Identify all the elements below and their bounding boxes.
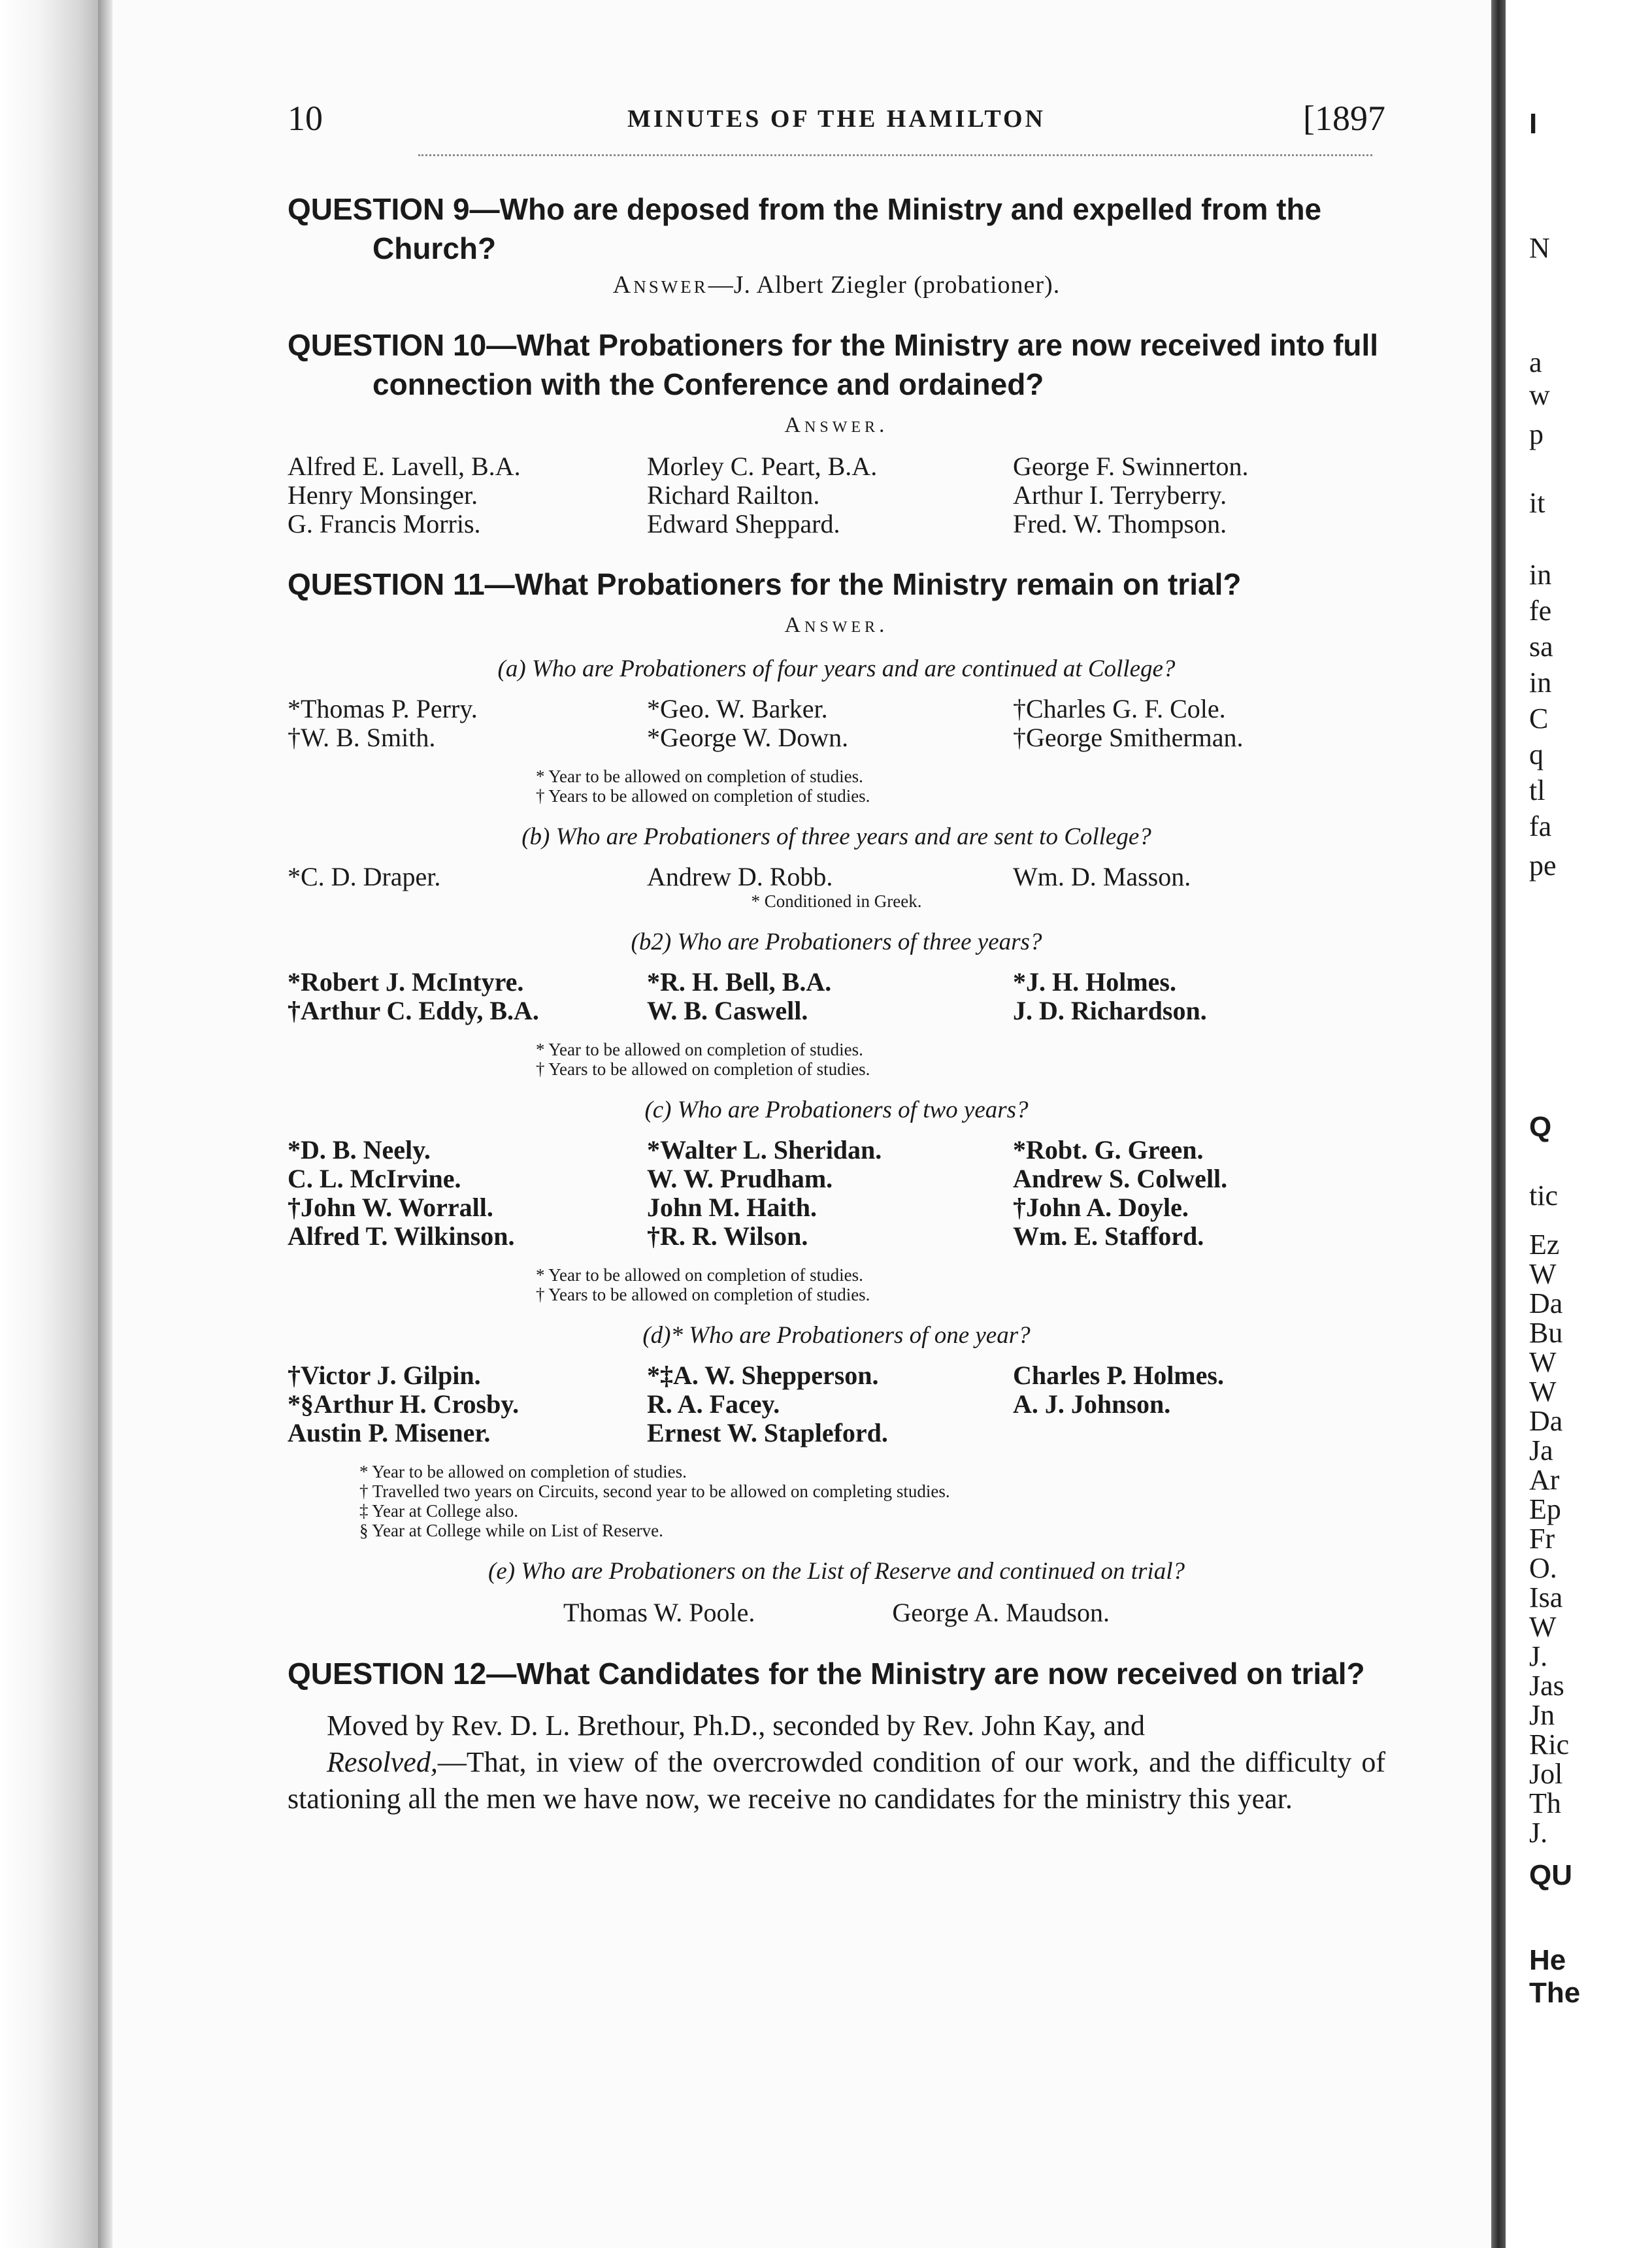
subsection-heading-d: (d)* Who are Probationers of one year? <box>642 1322 1031 1349</box>
next-page-text: in <box>1529 667 1552 699</box>
next-page-text: J. <box>1529 1640 1548 1672</box>
next-page-text: fa <box>1529 810 1552 842</box>
header-rule <box>418 154 1372 156</box>
next-page-text: Jn <box>1529 1699 1555 1731</box>
name-entry: C. L. McIrvine. <box>288 1164 461 1193</box>
resolution-text: —That, in view of the overcrowded condition of our work, and the difficulty of stationing all the men we have now, we receive no candidates for the ministry this year. <box>288 1746 1385 1815</box>
name-entry: J. D. Richardson. <box>1013 996 1207 1025</box>
answer-label: Answer <box>612 271 708 299</box>
next-page-text: N <box>1529 232 1550 264</box>
name-entry: Alfred T. Wilkinson. <box>288 1221 515 1251</box>
next-page-text: Ar <box>1529 1464 1560 1496</box>
name-entry: †Victor J. Gilpin. <box>288 1361 481 1390</box>
name-entry: George F. Swinnerton. <box>1013 452 1249 481</box>
name-entry: Fred. W. Thompson. <box>1013 509 1227 538</box>
footnote: * Year to be allowed on completion of studies. <box>536 1040 863 1059</box>
answer-heading: Answer. <box>784 413 889 437</box>
next-page-text: Jas <box>1529 1670 1564 1702</box>
name-entry: Morley C. Peart, B.A. <box>647 452 878 481</box>
name-entry: *Thomas P. Perry. <box>288 694 478 723</box>
name-entry: *Geo. W. Barker. <box>647 694 828 723</box>
name-entry: †John W. Worrall. <box>288 1193 493 1222</box>
name-entry: John M. Haith. <box>647 1193 818 1222</box>
name-entry: †R. R. Wilson. <box>647 1221 808 1251</box>
next-page-text: it <box>1529 487 1545 519</box>
name-entry: †W. B. Smith. <box>288 723 436 752</box>
motion-text: Moved by Rev. D. L. Brethour, Ph.D., seconded by Rev. John Kay, and <box>327 1710 1146 1742</box>
name-entry: Richard Railton. <box>647 480 820 510</box>
footnote: † Travelled two years on Circuits, second year to be allowed on completing studies. <box>359 1481 950 1501</box>
running-title: MINUTES OF THE HAMILTON <box>627 105 1046 133</box>
next-page-text: W <box>1529 1611 1557 1643</box>
next-page-text: w <box>1529 379 1550 411</box>
next-page-text: W <box>1529 1258 1557 1290</box>
name-grid <box>288 1136 1385 1251</box>
name-entry: Henry Monsinger. <box>288 480 478 510</box>
name-entry: G. Francis Morris. <box>288 509 481 538</box>
name-grid <box>288 968 1385 1025</box>
next-page-text: QU <box>1529 1859 1572 1891</box>
name-entry: W. W. Prudham. <box>647 1164 833 1193</box>
name-entry: Thomas W. Poole. <box>563 1598 755 1627</box>
subsection-heading-b: (b) Who are Probationers of three years and are sent to College? <box>521 823 1151 850</box>
header-year: [1897 <box>1303 99 1385 138</box>
name-entry: †George Smitherman. <box>1013 723 1244 752</box>
name-entry: *C. D. Draper. <box>288 862 441 891</box>
name-entry: †Arthur C. Eddy, B.A. <box>288 996 539 1025</box>
next-page-text: Jol <box>1529 1758 1563 1790</box>
next-page-text: Ez <box>1529 1229 1560 1261</box>
resolution-paragraph <box>288 1744 1385 1817</box>
name-entry: Wm. E. Stafford. <box>1013 1221 1204 1251</box>
name-entry: *George W. Down. <box>647 723 849 752</box>
footnote: † Years to be allowed on completion of studies. <box>536 786 870 806</box>
next-page-text: Th <box>1529 1787 1561 1819</box>
name-entry: Edward Sheppard. <box>647 509 840 538</box>
next-page-text: Ep <box>1529 1493 1561 1525</box>
name-grid <box>288 863 1385 891</box>
footnotes <box>288 1040 1385 1079</box>
name-entry: *R. H. Bell, B.A. <box>647 967 832 997</box>
subsection-heading-b2: (b2) Who are Probationers of three years? <box>631 929 1042 955</box>
question-10: QUESTION 10—What Probationers for the Ministry are now received into full connection with the Conference and ordained? <box>288 328 1379 401</box>
name-grid <box>288 452 1385 538</box>
answer-text: —J. Albert Ziegler (probationer). <box>708 271 1061 299</box>
footnotes <box>288 1462 1385 1540</box>
name-entry: Wm. D. Masson. <box>1013 862 1191 891</box>
footnote: ‡ Year at College also. <box>359 1501 518 1521</box>
answer-heading: Answer. <box>784 613 889 637</box>
page-number: 10 <box>288 99 323 138</box>
footnotes <box>288 891 1385 911</box>
name-entry: *J. H. Holmes. <box>1013 967 1176 997</box>
name-entry: *Robert J. McIntyre. <box>288 967 524 997</box>
next-page-text: Q <box>1529 1111 1552 1143</box>
footnote: * Conditioned in Greek. <box>751 891 922 911</box>
next-page-text: Da <box>1529 1287 1563 1319</box>
next-page-text: The <box>1529 1977 1581 2009</box>
name-entry: A. J. Johnson. <box>1013 1389 1171 1419</box>
next-page-text: C <box>1529 702 1549 735</box>
reserve-names <box>288 1597 1385 1628</box>
next-page-text: Isa <box>1529 1581 1563 1613</box>
name-entry: †Charles G. F. Cole. <box>1013 694 1226 723</box>
footnote: * Year to be allowed on completion of studies. <box>536 767 863 786</box>
motion-paragraph <box>288 1708 1385 1744</box>
name-entry: R. A. Facey. <box>647 1389 780 1419</box>
footnote: § Year at College while on List of Reserve. <box>359 1521 663 1540</box>
footnotes <box>288 767 1385 806</box>
next-page-text: W <box>1529 1376 1557 1408</box>
question-11: QUESTION 11—What Probationers for the Ministry remain on trial? <box>288 567 1242 601</box>
next-page-text: p <box>1529 418 1544 450</box>
name-entry: Andrew S. Colwell. <box>1013 1164 1228 1193</box>
question-9-answer <box>288 271 1385 299</box>
next-page-text: q <box>1529 738 1544 770</box>
name-entry: Andrew D. Robb. <box>647 862 833 891</box>
next-page-text: Ja <box>1529 1434 1553 1466</box>
subsection-heading-a: (a) Who are Probationers of four years and are continued at College? <box>497 655 1176 682</box>
footnotes <box>288 1265 1385 1304</box>
name-entry: *Robt. G. Green. <box>1013 1135 1204 1165</box>
name-entry: †John A. Doyle. <box>1013 1193 1189 1222</box>
subsection-heading-e: (e) Who are Probationers on the List of Reserve and continued on trial? <box>488 1558 1185 1585</box>
next-page-text: Fr <box>1529 1523 1555 1555</box>
name-entry: Charles P. Holmes. <box>1013 1361 1224 1390</box>
name-entry: *§Arthur H. Crosby. <box>288 1389 520 1419</box>
scanner-left-margin <box>0 0 98 2248</box>
name-entry: Austin P. Misener. <box>288 1418 491 1447</box>
name-entry <box>1013 1419 1385 1447</box>
next-page-text: tic <box>1529 1180 1558 1212</box>
book-gutter <box>1491 0 1506 2248</box>
next-page-text: tl <box>1529 774 1545 806</box>
name-grid <box>288 1361 1385 1447</box>
next-page-text: W <box>1529 1346 1557 1378</box>
subsection-heading-c: (c) Who are Probationers of two years? <box>644 1097 1029 1123</box>
next-page-text: O. <box>1529 1552 1557 1584</box>
page-content <box>288 190 1385 1817</box>
next-page-fragment <box>1506 0 1652 2248</box>
next-page-text: fe <box>1529 595 1552 627</box>
next-page-text: pe <box>1529 850 1557 882</box>
name-entry: Arthur I. Terryberry. <box>1013 480 1227 510</box>
page-left-edge <box>98 0 112 2248</box>
next-page-text: Bu <box>1529 1317 1563 1349</box>
name-entry: *D. B. Neely. <box>288 1135 431 1165</box>
footnote: † Years to be allowed on completion of studies. <box>536 1059 870 1079</box>
footnote: * Year to be allowed on completion of studies. <box>536 1265 863 1285</box>
footnote: † Years to be allowed on completion of studies. <box>536 1285 870 1304</box>
next-page-text: sa <box>1529 631 1553 663</box>
next-page-text: a <box>1529 346 1542 378</box>
resolved-label: Resolved, <box>327 1746 438 1778</box>
next-page-text: in <box>1529 559 1552 591</box>
footnote: * Year to be allowed on completion of studies. <box>359 1462 687 1481</box>
name-entry: W. B. Caswell. <box>647 996 808 1025</box>
next-page-text: J. <box>1529 1817 1548 1849</box>
name-entry: Ernest W. Stapleford. <box>647 1418 888 1447</box>
name-entry: Alfred E. Lavell, B.A. <box>288 452 521 481</box>
question-9: QUESTION 9—Who are deposed from the Ministry and expelled from the Church? <box>288 192 1322 265</box>
running-header <box>288 98 1385 150</box>
next-page-text: Ric <box>1529 1728 1570 1760</box>
next-page-text: Da <box>1529 1405 1563 1437</box>
name-entry: *‡A. W. Shepperson. <box>647 1361 879 1390</box>
name-entry: George A. Maudson. <box>892 1598 1110 1627</box>
name-entry: *Walter L. Sheridan. <box>647 1135 882 1165</box>
name-grid <box>288 695 1385 752</box>
question-12: QUESTION 12—What Candidates for the Ministry are now received on trial? <box>288 1657 1365 1691</box>
next-page-text: I <box>1529 108 1538 140</box>
next-page-text: He <box>1529 1944 1566 1976</box>
